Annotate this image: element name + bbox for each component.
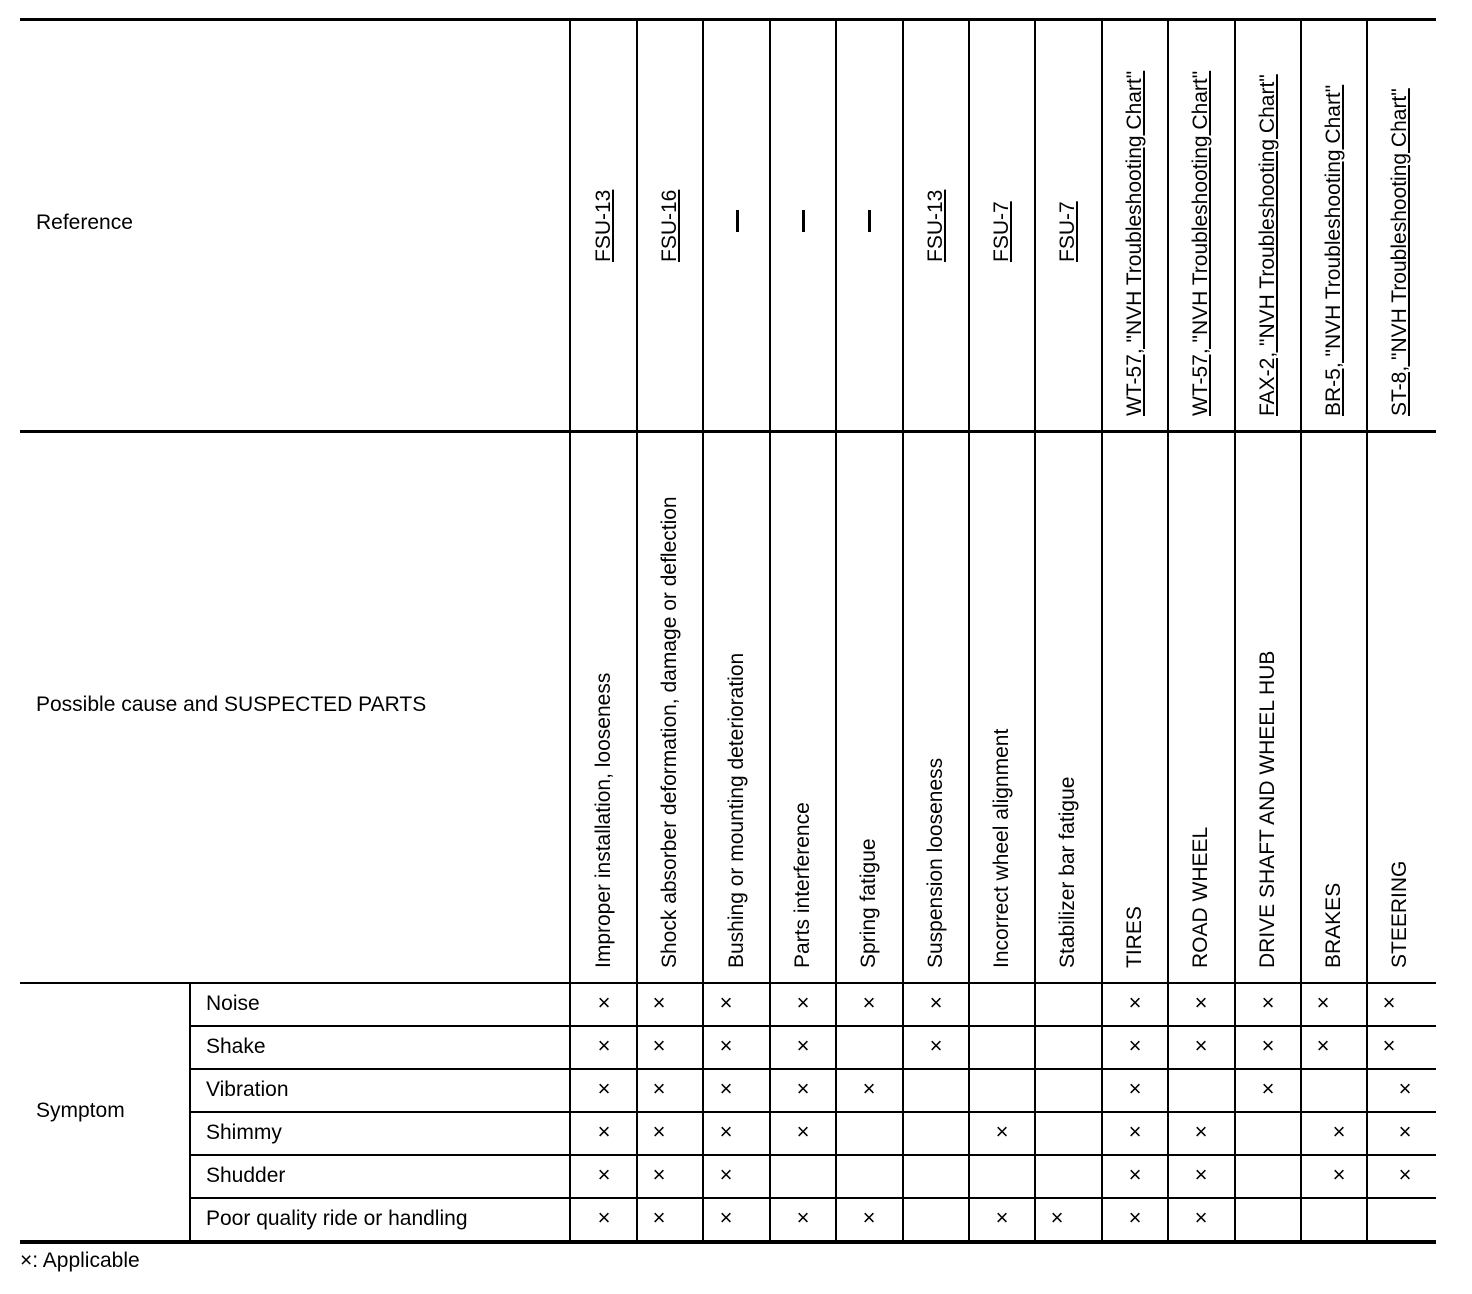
reference-link-7[interactable]: FSU-7 [1056,201,1079,262]
applicable-mark: × [1332,1162,1346,1187]
applicable-mark: × [597,990,611,1015]
applicable-mark: × [796,1119,810,1144]
symptom-name-3: Shimmy [206,1121,282,1144]
applicable-mark: × [597,1205,611,1230]
rule-col-5 [902,20,904,1242]
reference-link-6[interactable]: FSU-7 [990,201,1013,262]
applicable-mark: × [597,1076,611,1101]
applicable-mark: × [1261,990,1275,1015]
applicable-mark: × [1382,1033,1396,1058]
symptom-name-0: Noise [206,992,260,1015]
applicable-mark: × [719,1162,733,1187]
applicable-mark: × [1398,1162,1412,1187]
rule-col-3 [769,20,771,1242]
applicable-mark: × [1316,1033,1330,1058]
applicable-mark: × [796,990,810,1015]
rule-col-4 [835,20,837,1242]
applicable-mark: × [862,1205,876,1230]
reference-link-1[interactable]: FSU-16 [658,189,681,262]
cause-label-10: DRIVE SHAFT AND WHEEL HUB [1256,650,1279,968]
applicable-mark: × [1332,1119,1346,1144]
applicable-mark: × [1261,1033,1275,1058]
rule-bottom [20,1240,1436,1244]
rule-ref-bottom [20,430,1436,433]
reference-dash-2 [736,210,739,232]
cause-label-2: Bushing or mounting deterioration [725,652,748,968]
applicable-mark: × [652,1162,666,1187]
applicable-mark: × [652,1119,666,1144]
cause-label-5: Suspension looseness [924,757,947,968]
cause-label-7: Stabilizer bar fatigue [1056,776,1079,968]
symptom-name-5: Poor quality ride or handling [206,1207,468,1230]
reference-link-8[interactable]: WT-57, "NVH Troubleshooting Chart" [1123,70,1146,416]
applicable-mark: × [652,1076,666,1101]
symptom-name-4: Shudder [206,1164,286,1187]
applicable-mark: × [1128,1076,1142,1101]
applicable-mark: × [1128,1119,1142,1144]
applicable-mark: × [1194,1205,1208,1230]
applicable-mark: × [929,1033,943,1058]
applicable-mark: × [1194,1119,1208,1144]
applicable-mark: × [995,1119,1009,1144]
cause-label-12: STEERING [1388,860,1411,968]
reference-link-11[interactable]: BR-5, "NVH Troubleshooting Chart" [1322,84,1345,416]
applicable-mark: × [1128,1033,1142,1058]
applicable-mark: × [1261,1076,1275,1101]
applicable-mark: × [929,990,943,1015]
symptom-name-2: Vibration [206,1078,289,1101]
cause-label-3: Parts interference [791,802,814,968]
possible-cause-label: Possible cause and SUSPECTED PARTS [36,693,427,716]
rule-col-9 [1167,20,1169,1242]
rule-row-2 [190,1068,1436,1070]
cause-label-0: Improper installation, looseness [592,672,615,968]
rule-symptom-divider [189,983,191,1242]
footnote: ×: Applicable [20,1249,140,1272]
applicable-mark: × [719,1033,733,1058]
rule-col-1 [636,20,638,1242]
symptom-label: Symptom [36,1099,125,1122]
rule-col-6 [968,20,970,1242]
rule-col-7 [1034,20,1036,1242]
applicable-mark: × [796,1033,810,1058]
reference-link-12[interactable]: ST-8, "NVH Troubleshooting Chart" [1388,88,1411,416]
rule-col-10 [1234,20,1236,1242]
applicable-mark: × [719,1076,733,1101]
applicable-mark: × [1398,1119,1412,1144]
rule-col-2 [702,20,704,1242]
reference-link-10[interactable]: FAX-2, "NVH Troubleshooting Chart" [1256,74,1279,416]
applicable-mark: × [1382,990,1396,1015]
reference-link-9[interactable]: WT-57, "NVH Troubleshooting Chart" [1189,70,1212,416]
applicable-mark: × [652,1205,666,1230]
cause-label-1: Shock absorber deformation, damage or deflection [658,496,681,968]
rule-col-11 [1300,20,1302,1242]
cause-label-6: Incorrect wheel alignment [990,728,1013,968]
applicable-mark: × [1398,1076,1412,1101]
reference-link-0[interactable]: FSU-13 [592,189,615,262]
applicable-mark: × [1194,990,1208,1015]
applicable-mark: × [1128,1162,1142,1187]
reference-link-5[interactable]: FSU-13 [924,189,947,262]
applicable-mark: × [652,990,666,1015]
reference-dash-4 [868,210,871,232]
cause-label-9: ROAD WHEEL [1189,826,1212,968]
rule-top [20,18,1436,21]
applicable-mark: × [796,1205,810,1230]
rule-col-0 [569,20,571,1242]
applicable-mark: × [1128,1205,1142,1230]
applicable-mark: × [1194,1033,1208,1058]
rule-row-5 [190,1197,1436,1199]
applicable-mark: × [1194,1162,1208,1187]
rule-col-8 [1101,20,1103,1242]
cause-label-8: TIRES [1123,906,1146,968]
applicable-mark: × [597,1162,611,1187]
applicable-mark: × [862,990,876,1015]
applicable-mark: × [1128,990,1142,1015]
applicable-mark: × [796,1076,810,1101]
rule-row-4 [190,1154,1436,1156]
applicable-mark: × [862,1076,876,1101]
symptom-name-1: Shake [206,1035,266,1058]
rule-cause-bottom [20,982,1436,984]
cause-label-4: Spring fatigue [857,838,880,968]
applicable-mark: × [652,1033,666,1058]
applicable-mark: × [719,1119,733,1144]
rule-row-1 [190,1025,1436,1027]
rule-row-3 [190,1111,1436,1113]
applicable-mark: × [597,1119,611,1144]
applicable-mark: × [1316,990,1330,1015]
cause-label-11: BRAKES [1322,882,1345,968]
applicable-mark: × [1050,1205,1064,1230]
reference-label: Reference [36,211,133,234]
applicable-mark: × [719,1205,733,1230]
rule-col-12 [1366,20,1368,1242]
applicable-mark: × [597,1033,611,1058]
applicable-mark: × [995,1205,1009,1230]
applicable-mark: × [719,990,733,1015]
reference-dash-3 [802,210,805,232]
